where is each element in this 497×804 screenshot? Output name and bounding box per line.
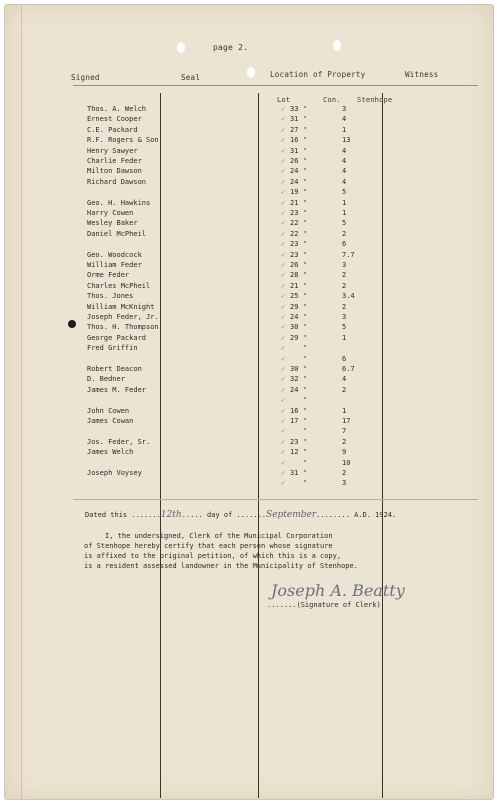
ditto-mark: " <box>303 209 308 217</box>
concession-number: 2 <box>342 229 347 238</box>
check-mark: ✓ <box>281 188 286 197</box>
check-mark: ✓ <box>281 354 286 363</box>
table-row <box>5 375 493 386</box>
ditto-mark: " <box>303 427 308 436</box>
header-location: Location of Property <box>270 70 366 79</box>
lot-number: 31 <box>290 469 299 477</box>
signer-name: Joseph Voysey <box>87 469 142 477</box>
lot-number: 23 <box>290 209 299 217</box>
lot-number: 23 <box>290 240 299 249</box>
table-row <box>5 188 493 199</box>
table-row <box>5 323 493 334</box>
concession-number: 4 <box>342 177 347 186</box>
check-mark: ✓ <box>281 323 286 332</box>
signer-name: Daniel McPheil <box>87 229 147 238</box>
seal-dot <box>68 320 76 328</box>
ditto-mark: " <box>303 219 308 228</box>
ditto-mark: " <box>303 323 308 332</box>
table-row <box>5 313 493 324</box>
ditto-mark: " <box>303 417 308 425</box>
table-row <box>5 115 493 126</box>
lot-number: 22 <box>290 219 299 228</box>
check-mark: ✓ <box>281 385 286 394</box>
check-mark: ✓ <box>281 261 286 269</box>
ditto-mark: " <box>303 302 308 311</box>
check-mark: ✓ <box>281 292 286 301</box>
ditto-mark: " <box>303 396 308 405</box>
table-row <box>5 219 493 230</box>
concession-number: 1 <box>342 209 347 217</box>
ditto-mark: " <box>303 313 308 321</box>
signer-name: Geo. H. Hawkins <box>87 198 151 207</box>
header-witness: Witness <box>405 70 439 79</box>
signer-name: Thos. Jones <box>87 292 134 301</box>
check-mark: ✓ <box>281 396 286 405</box>
ditto-mark: " <box>303 240 308 249</box>
concession-number: 2 <box>342 469 347 477</box>
ditto-mark: " <box>303 375 308 384</box>
concession-number: 4 <box>342 115 347 124</box>
header-seal: Seal <box>181 73 201 82</box>
check-mark: ✓ <box>281 167 286 176</box>
ditto-mark: " <box>303 448 308 457</box>
concession-number: 7.7 <box>342 250 355 259</box>
signer-name: James Cowan <box>87 417 134 425</box>
ditto-mark: " <box>303 250 308 259</box>
lot-number: 23 <box>290 437 299 446</box>
ditto-mark: " <box>303 167 308 176</box>
ditto-mark: " <box>303 261 308 269</box>
concession-number: 2 <box>342 271 347 280</box>
footer-rule <box>73 499 478 500</box>
signer-name: Ernest Cooper <box>87 115 142 124</box>
check-mark: ✓ <box>281 437 286 446</box>
check-mark: ✓ <box>281 344 286 353</box>
ditto-mark: " <box>303 365 308 373</box>
table-row <box>5 355 493 366</box>
concession-number: 17 <box>342 417 351 425</box>
lot-number: 22 <box>290 229 299 238</box>
ditto-mark: " <box>303 292 308 301</box>
check-mark: ✓ <box>281 406 286 415</box>
dated-month: September <box>266 510 317 520</box>
signer-name: Thos. A. Welch <box>87 105 147 113</box>
signer-name: William Feder <box>87 261 142 269</box>
dated-suffix: ........ A.D. 1924. <box>316 511 397 519</box>
table-row <box>5 230 493 241</box>
dated-day: 12th <box>160 510 182 520</box>
check-mark: ✓ <box>281 302 286 311</box>
page-number: page 2. <box>213 43 249 52</box>
table-row <box>5 303 493 314</box>
concession-number: 3 <box>342 313 347 321</box>
concession-number: 1 <box>342 198 347 207</box>
lot-number: 24 <box>290 167 299 176</box>
lot-number: 23 <box>290 250 299 259</box>
check-mark: ✓ <box>281 479 286 488</box>
check-mark: ✓ <box>281 219 286 228</box>
check-mark: ✓ <box>281 375 286 384</box>
table-row <box>5 407 493 418</box>
ditto-mark: " <box>303 229 308 238</box>
signer-name: Henry Sawyer <box>87 146 138 155</box>
table-row <box>5 136 493 147</box>
check-mark: ✓ <box>281 125 286 134</box>
dated-line <box>85 510 396 520</box>
table-row <box>5 479 493 490</box>
lot-number: 30 <box>290 323 299 332</box>
lot-number: 16 <box>290 406 299 415</box>
table-row <box>5 178 493 189</box>
ditto-mark: " <box>303 385 308 394</box>
lot-number: 33 <box>290 105 299 113</box>
table-row <box>5 261 493 272</box>
concession-number: 1 <box>342 406 347 415</box>
table-row <box>5 126 493 137</box>
ditto-mark: " <box>303 157 308 165</box>
table-row <box>5 251 493 262</box>
lot-number: 29 <box>290 333 299 342</box>
header-rule <box>73 85 478 86</box>
ditto-mark: " <box>303 344 308 353</box>
table-row <box>5 427 493 438</box>
signer-name: James Welch <box>87 448 134 457</box>
ditto-mark: " <box>303 354 308 363</box>
check-mark: ✓ <box>281 469 286 477</box>
check-mark: ✓ <box>281 333 286 342</box>
ditto-mark: " <box>303 198 308 207</box>
ditto-mark: " <box>303 333 308 342</box>
lot-number: 26 <box>290 261 299 269</box>
table-row <box>5 386 493 397</box>
lot-number: 26 <box>290 157 299 165</box>
certification-line: of Stenhope hereby certify that each person whose signature <box>84 542 333 550</box>
concession-number: 6 <box>342 240 347 249</box>
check-mark: ✓ <box>281 229 286 238</box>
signer-name: Richard Dawson <box>87 177 147 186</box>
signer-name: C.E. Packard <box>87 125 138 134</box>
lot-number: 29 <box>290 302 299 311</box>
signer-name: Thos. H. Thompson <box>87 323 159 332</box>
table-row <box>5 282 493 293</box>
signer-name: Harry Cowen <box>87 209 134 217</box>
check-mark: ✓ <box>281 427 286 436</box>
check-mark: ✓ <box>281 250 286 259</box>
clerk-signature: Joseph A. Beatty <box>271 581 405 600</box>
lot-number: 27 <box>290 125 299 134</box>
lot-number: 32 <box>290 375 299 384</box>
lot-number: 24 <box>290 177 299 186</box>
signature-caption: .......(Signature of Clerk) <box>267 601 381 609</box>
concession-number: 3 <box>342 261 347 269</box>
concession-number: 4 <box>342 157 347 165</box>
certification-line: is a resident assessed landowner in the Municipality of Stenhope. <box>84 562 358 570</box>
concession-number: 4 <box>342 375 347 384</box>
table-row <box>5 417 493 428</box>
table-row <box>5 334 493 345</box>
concession-number: 3 <box>342 105 347 113</box>
signer-name: Geo. Woodcock <box>87 250 142 259</box>
ditto-mark: " <box>303 115 308 124</box>
check-mark: ✓ <box>281 105 286 113</box>
certification-line: I, the undersigned, Clerk of the Municipal Corporation <box>105 532 333 540</box>
table-row <box>5 448 493 459</box>
check-mark: ✓ <box>281 271 286 280</box>
table-row <box>5 199 493 210</box>
lot-number: 19 <box>290 188 299 197</box>
lot-number: 17 <box>290 417 299 425</box>
lot-number: 31 <box>290 115 299 124</box>
check-mark: ✓ <box>281 198 286 207</box>
signer-name: Wesley Baker <box>87 219 138 228</box>
table-row <box>5 105 493 116</box>
table-row <box>5 396 493 407</box>
document-page <box>4 4 494 800</box>
signer-name: Jos. Feder, Sr. <box>87 437 151 446</box>
concession-number: 6.7 <box>342 365 355 373</box>
check-mark: ✓ <box>281 448 286 457</box>
ditto-mark: " <box>303 125 308 134</box>
signer-name: Milton Dawson <box>87 167 142 176</box>
signer-name: Charlie Feder <box>87 157 142 165</box>
table-row <box>5 271 493 282</box>
check-mark: ✓ <box>281 146 286 155</box>
concession-number: 4 <box>342 146 347 155</box>
punch-hole <box>333 40 341 51</box>
concession-number: 4 <box>342 167 347 176</box>
check-mark: ✓ <box>281 115 286 124</box>
signer-name: Fred Griffin <box>87 344 138 353</box>
table-row <box>5 292 493 303</box>
check-mark: ✓ <box>281 209 286 217</box>
signer-name: John Cowen <box>87 406 130 415</box>
concession-number: 7 <box>342 427 347 436</box>
check-mark: ✓ <box>281 157 286 165</box>
signer-name: James M. Feder <box>87 385 147 394</box>
check-mark: ✓ <box>281 136 286 145</box>
ditto-mark: " <box>303 479 308 488</box>
lot-number: 31 <box>290 146 299 155</box>
check-mark: ✓ <box>281 281 286 290</box>
table-row <box>5 209 493 220</box>
table-row <box>5 147 493 158</box>
ditto-mark: " <box>303 271 308 280</box>
check-mark: ✓ <box>281 417 286 425</box>
punch-hole <box>247 67 255 78</box>
table-row <box>5 459 493 470</box>
concession-number: 2 <box>342 302 347 311</box>
check-mark: ✓ <box>281 313 286 321</box>
ditto-mark: " <box>303 177 308 186</box>
check-mark: ✓ <box>281 240 286 249</box>
subhead-lot: Lot <box>277 96 291 104</box>
table-row <box>5 469 493 480</box>
concession-number: 3.4 <box>342 292 355 301</box>
lot-number: 25 <box>290 292 299 301</box>
signer-name: Robert Deacon <box>87 365 142 373</box>
concession-number: 2 <box>342 437 347 446</box>
lot-number: 21 <box>290 281 299 290</box>
ditto-mark: " <box>303 437 308 446</box>
concession-number: 3 <box>342 479 347 488</box>
concession-number: 2 <box>342 385 347 394</box>
check-mark: ✓ <box>281 458 286 467</box>
punch-hole <box>177 42 185 53</box>
concession-number: 1 <box>342 333 347 342</box>
signer-name: Joseph Feder, Jr. <box>87 313 159 321</box>
ditto-mark: " <box>303 105 308 113</box>
concession-number: 1 <box>342 125 347 134</box>
table-row <box>5 167 493 178</box>
ditto-mark: " <box>303 458 308 467</box>
concession-number: 5 <box>342 323 347 332</box>
concession-number: 13 <box>342 136 351 145</box>
lot-number: 16 <box>290 136 299 145</box>
table-row <box>5 344 493 355</box>
signer-name: Orme Feder <box>87 271 130 280</box>
table-row <box>5 240 493 251</box>
table-row <box>5 438 493 449</box>
header-signed: Signed <box>71 73 100 82</box>
lot-number: 30 <box>290 365 299 373</box>
dated-prefix: Dated this ....... <box>85 511 161 519</box>
table-row <box>5 157 493 168</box>
signer-name: D. Bedner <box>87 375 125 384</box>
subhead-township: Stenhope <box>357 96 393 104</box>
subhead-con: Con. <box>323 96 341 104</box>
ditto-mark: " <box>303 469 308 477</box>
lot-number: 28 <box>290 271 299 280</box>
table-row <box>5 365 493 376</box>
lot-number: 24 <box>290 313 299 321</box>
signer-name: Charles McPheil <box>87 281 151 290</box>
signer-name: R.F. Rogers & Son <box>87 136 159 145</box>
ditto-mark: " <box>303 146 308 155</box>
dated-mid: ..... day of ....... <box>181 511 267 519</box>
ditto-mark: " <box>303 281 308 290</box>
lot-number: 12 <box>290 448 299 457</box>
concession-number: 9 <box>342 448 347 457</box>
check-mark: ✓ <box>281 365 286 373</box>
concession-number: 5 <box>342 188 347 197</box>
signer-name: George Packard <box>87 333 147 342</box>
concession-number: 5 <box>342 219 347 228</box>
ditto-mark: " <box>303 406 308 415</box>
concession-number: 2 <box>342 281 347 290</box>
lot-number: 21 <box>290 198 299 207</box>
lot-number: 24 <box>290 385 299 394</box>
ditto-mark: " <box>303 188 308 197</box>
ditto-mark: " <box>303 136 308 145</box>
check-mark: ✓ <box>281 177 286 186</box>
signer-name: William McKnight <box>87 302 155 311</box>
concession-number: 10 <box>342 458 351 467</box>
certification-line: is affixed to the original petition, of which this is a copy, <box>84 552 342 560</box>
concession-number: 6 <box>342 354 347 363</box>
